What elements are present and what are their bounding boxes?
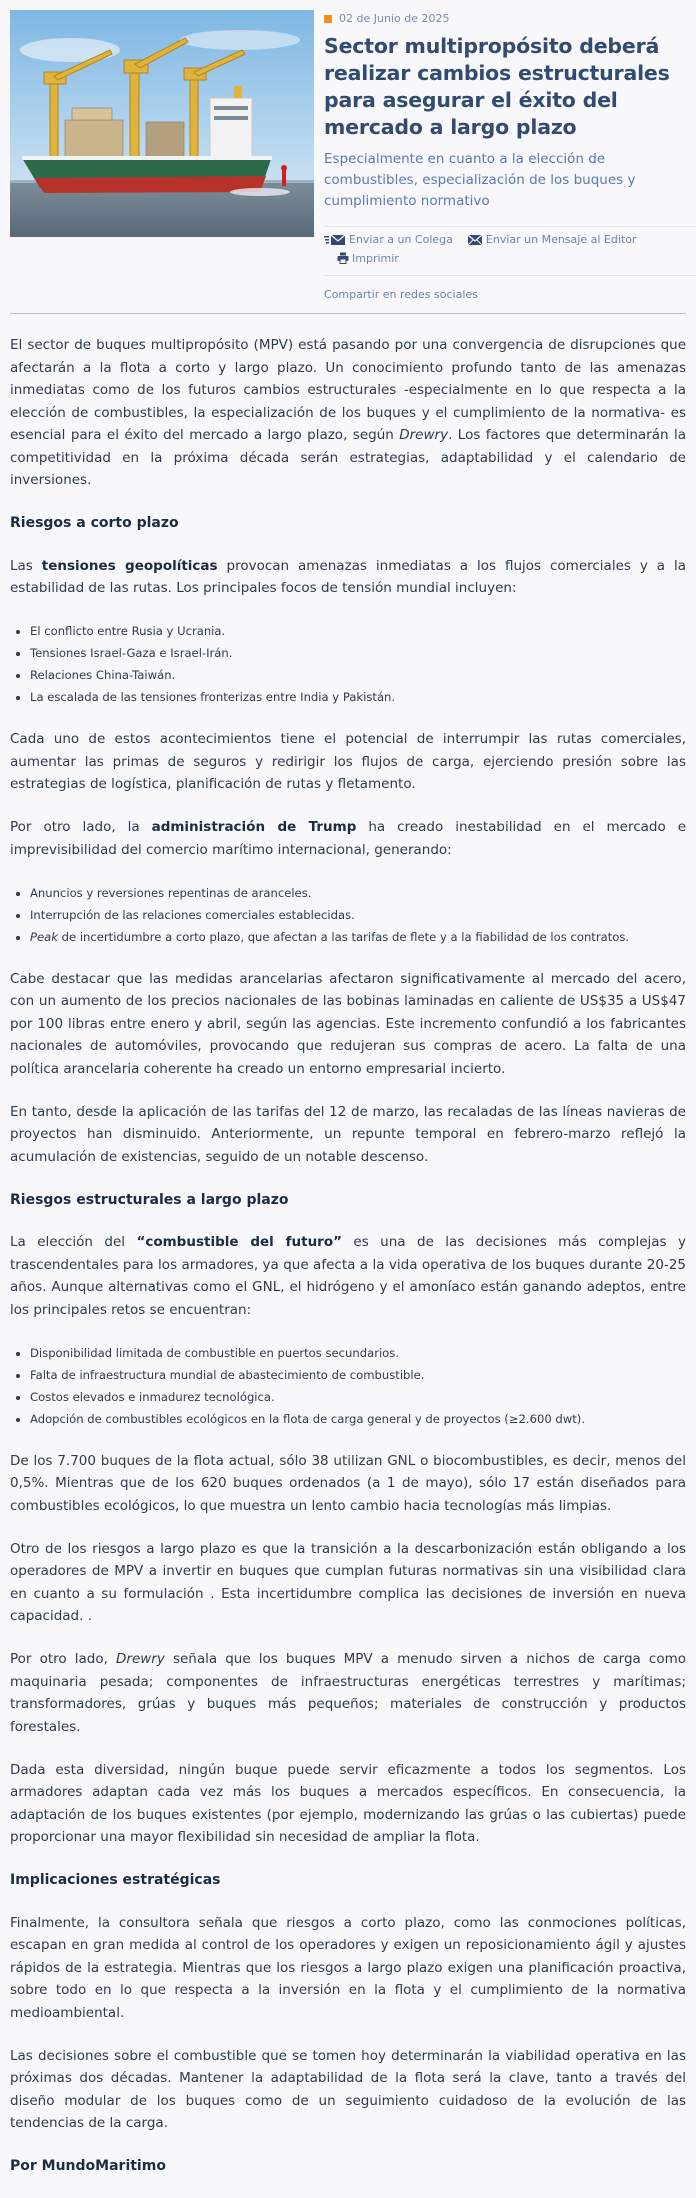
intro-text-a: El sector de buques multipropósito (MPV) está pasando por una convergencia de disrupciones que afectarán a la flota a corto y largo plazo. Un conocimiento profundo tanto de las amenazas inmediatas como de los futuros cambios estructurales -especialmente en lo que respecta a la elección de combustibles, la especialización de los buques y el cumplimiento de la normativa- es esencial para el éxito del mercado a largo plazo, según [10,337,686,443]
article-subtitle: Especialmente en cuanto a la elección de combustibles, especialización de los buques y cumplimiento normativo [324,151,636,209]
list-item: • Adopción de combustibles ecológicos en la flota de carga general y de proyectos (≥2.600 dwt). [30,1408,686,1430]
forward-mail-icon [324,234,346,246]
send-editor-label: Enviar un Mensaje al Editor [485,233,637,246]
list-item: • Costos elevados e inmadurez tecnológica. [30,1386,686,1408]
paragraph-steel: Cabe destacar que las medidas arancelarias afectaron significativamente al mercado del acero, con un aumento de los precios nacionales de las bobinas laminadas en caliente de US$35 a US$47 por 100 libras entre enero y abril, según las agencias. Este incremento confundió a los fabricantes nacionales de automóviles, provocando que redujeran sus compras de acero. La falta de una política arancelaria coherente ha creado un entorno empresarial incierto. [10,970,686,1077]
list-trump-effects [10,882,686,948]
intro-paragraph [10,334,686,492]
p9-text-b: señala que los buques MPV a menudo sirven a nichos de carga como maquinaria pesada; componentes de infraestructuras energéticas terrestres y marítimas; transformadores, grúas y buques más pequeños; materiales de construcción y productos forestales. [10,1651,686,1735]
p1-bold: tensiones geopolíticas [41,557,218,574]
send-colleague-button[interactable] [324,233,453,246]
article-date: 02 de Junio de 2025 [339,12,450,25]
list-item: • Disponibilidad limitada de combustible en puertos secundarios. [30,1342,686,1364]
paragraph-trump [10,816,686,861]
print-row [324,249,696,267]
heading-short-term: Riesgos a corto plazo [10,515,179,531]
p6-bold: “combustible del futuro” [136,1234,342,1250]
printer-icon [337,252,349,264]
paragraph-diversity: Dada esta diversidad, ningún buque puede servir eficazmente a todos los segmentos. Los armadores adaptan cada vez más los buques a mercados específicos. En consecuencia, la adaptación de los buques existentes (por ejemplo, modernizando las grúas o las cubiertas) puede proporcionar una mayor flexibilidad sin necesidad de ampliar la flota. [10,1761,686,1845]
share-social-link[interactable]: Compartir en redes sociales [324,288,478,301]
list-item: • Tensiones Israel-Gaza e Israel-Irán. [30,642,686,664]
article-meta [324,10,696,301]
p9-text-a: Por otro lado, [10,1651,116,1667]
header-divider [10,313,686,314]
intro-drewry: Drewry [399,427,449,443]
article-header [10,10,686,301]
list-item-italic: Peak [30,929,58,944]
share-divider [324,275,696,276]
p3-text-a: Por otro lado, la [10,819,152,835]
p3-bold: administración de Trump [151,819,357,835]
article-actions [324,226,696,301]
paragraph-tariffs: En tanto, desde la aplicación de las tarifas del 12 de marzo, las recaladas de las líneas navieras de proyectos han disminuido. Anteriormente, un repunte temporal en febrero-marzo reflejó la acumulación de existencias, seguido de un notable descenso. [10,1103,686,1165]
send-editor-button[interactable] [467,233,637,246]
heading-long-term: Riesgos estructurales a largo plazo [10,1191,289,1208]
p9-italic: Drewry [116,1651,165,1667]
list-item: • Anuncios y reversiones repentinas de aranceles. [30,882,686,904]
article-body [10,334,686,2198]
date-square-icon [324,15,332,23]
heading-strategic: Implicaciones estratégicas [10,1872,221,1888]
byline: Por MundoMaritimo [10,2158,166,2174]
intro-text-b: . Los factores que determinarán la competitividad en la próxima década serán estrategias, adaptabilidad y el calendario de inversiones. [10,427,686,488]
send-colleague-label: Enviar a un Colega [349,233,453,246]
hero-ship-photo [10,10,314,237]
date-row [324,10,696,27]
paragraph-conclusion-1: Finalmente, la consultora señala que riesgos a corto plazo, como las conmociones políticas, escapan en gran medida al control de los operadores y exigen un reposicionamiento ágil y ajustes rápidos de la estrategia. Mientras que los riesgos a largo plazo exigen una planificación proactiva, sobre todo en lo que respecta a la inversión en la flota y el cumplimiento de la normativa medioambiental. [10,1914,686,2021]
p1-text-b: provocan amenazas inmediatas a los flujos comerciales y a la estabilidad de las rutas. Los principales focos de tensión mundial incluyen: [10,557,686,596]
list-item: • Relaciones China-Taiwán. [30,664,686,686]
print-button[interactable] [337,252,399,265]
print-label: Imprimir [352,251,399,265]
paragraph-disruption: Cada uno de estos acontecimientos tiene el potencial de interrumpir las rutas comerciales, aumentar las primas de seguros y redirigir los flujos de carga, ejerciendo presión sobre las estrategias de logística, planificación de rutas y fletamento. [10,731,686,792]
p6-text-a: La elección del [10,1234,137,1250]
list-item: • La escalada de las tensiones fronterizas entre India y Pakistán. [30,686,686,708]
paragraph-decarbonization: Otro de los riesgos a largo plazo es que la transición a la descarbonización están obligando a los operadores de MPV a invertir en buques que cumplan futuras normativas sin una visibilidad clara en cuanto a su formulación . Esta incertidumbre complica las decisiones de inversión en nueva capacidad. . [10,1540,686,1624]
list-tension-points [10,620,686,708]
actions-row [324,230,696,249]
paragraph-fuel [10,1231,686,1321]
paragraph-geopolitics [10,555,686,600]
list-item-text: de incertidumbre a corto plazo, que afectan a las tarifas de flete y a la fiabilidad de los contratos. [57,929,630,944]
paragraph-fleet-stats: De los 7.700 buques de la flota actual, sólo 38 utilizan GNL o biocombustibles, es decir, menos del 0,5%. Mientras que de los 620 buques ordenados (a 1 de mayo), sólo 17 están diseñados para combustibles ecológicos, lo que muestra un lento cambio hacia tecnologías más limpias. [10,1452,686,1514]
list-item: • Interrupción de las relaciones comerciales establecidas. [30,904,686,926]
paragraph-conclusion-2: Las decisiones sobre el combustible que se tomen hoy determinarán la viabilidad operativa en las próximas dos décadas. Mantener la adaptabilidad de la flota será la clave, tanto a través del diseño modular de los buques como de un seguimiento cuidadoso de la evolución de las tendencias de la carga. [10,2047,686,2131]
p3-text-b: ha creado inestabilidad en el mercado e imprevisibilidad del comercio marítimo internacional, generando: [10,819,687,858]
article-title: Sector multipropósito deberá realizar cambios estructurales para asegurar el éxito del mercado a largo plazo [324,34,670,139]
list-item [30,926,686,948]
p6-text-b: es una de las decisiones más complejas y trascendentales para los armadores, ya que afecta a la vida operativa de los buques durante 20-25 años. Aunque alternativas como el GNL, el hidrógeno y el amoníaco están ganando adeptos, entre los principales retos se encuentran: [10,1234,686,1318]
p1-text-a: Las [10,557,42,574]
list-item: • Falta de infraestructura mundial de abastecimiento de combustible. [30,1364,686,1386]
list-item: • El conflicto entre Rusia y Ucrania. [30,620,686,642]
list-fuel-challenges [10,1342,686,1430]
paragraph-niches [10,1648,686,1738]
mail-icon [467,234,483,246]
